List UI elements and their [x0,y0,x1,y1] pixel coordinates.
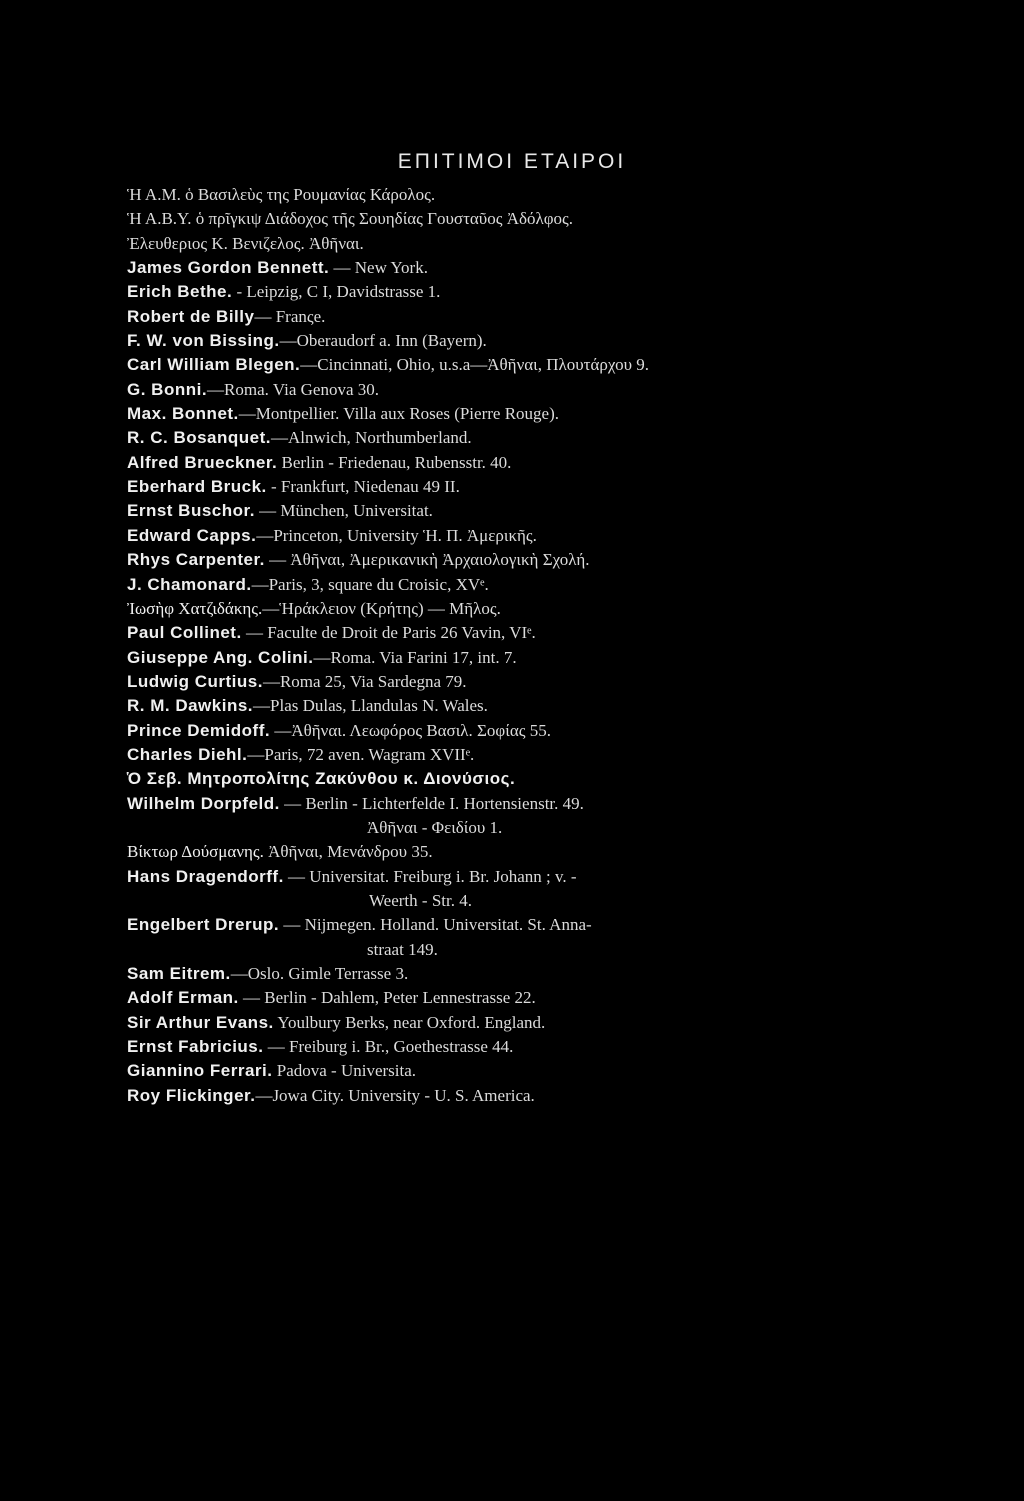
member-name: Ludwig Curtius. [127,671,263,691]
member-name: R. C. Bosanquet. [127,428,272,448]
member-entry [127,353,867,377]
member-address-continued: Weerth - Str. 4. [369,890,472,910]
member-address: - Frankfurt, Niedenau 49 II. [266,477,460,497]
member-entry [127,1035,867,1059]
member-entry [127,1084,867,1108]
member-entry [127,548,867,572]
member-address: Ἡ Α.Μ. ὁ Βασιλεὺς της Ρουμανίας Κάρολος. [127,185,436,204]
member-address: —Roma 25, Via Sardegna 79. [262,671,467,691]
member-name: Βίκτωρ Δούσμανης. [127,842,264,862]
member-name: R. M. Dawkins. [127,696,254,716]
member-name: Alfred Brueckner. [127,452,278,472]
member-address: — München, Universitat. [254,501,433,521]
member-address-continued: straat 149. [367,939,438,959]
member-entry [127,232,867,256]
member-entry [127,670,867,694]
member-name: Giuseppe Ang. Colini. [127,647,314,667]
member-name: Ἰωσὴφ Χατζιδάκης. [127,598,263,618]
member-name: Engelbert Drerup. [127,915,280,935]
member-name: Paul Collinet. [127,623,242,643]
member-entry [127,743,867,767]
member-name: Robert de Billy [127,306,255,326]
member-entry [127,305,867,329]
member-entry [127,378,867,402]
member-entry [127,426,867,450]
member-name: G. Bonni. [127,379,208,399]
member-address: —Paris, 72 aven. Wagram XVIIᵉ. [247,744,475,764]
member-entry [127,475,867,499]
member-address: —Roma. Via Genova 30. [207,379,379,399]
member-name: Sam Eitrem. [127,964,231,983]
member-address: Youlbury Berks, near Oxford. England. [273,1012,546,1032]
member-entry [127,719,867,743]
member-entry [127,524,867,548]
member-address: — New York. [329,258,428,278]
member-entry [127,451,867,475]
member-name: Roy Flickinger. [127,1085,256,1105]
member-name: Adolf Erman. [127,988,239,1008]
member-name: James Gordon Bennett. [127,258,330,278]
member-address: Ἐλευθεριος Κ. Βενιζελος. Ἀθῆναι. [127,233,364,253]
member-address: —Princeton, University Ἡ. Π. Ἀμερικῆς. [256,525,537,545]
member-address: — Berlin - Dahlem, Peter Lennestrasse 22. [238,988,536,1008]
member-address: — Universitat. Freiburg i. Br. Johann ; v. - [283,866,577,886]
member-name: Prince Demidoff. [127,720,271,740]
member-address: — Nijmegen. Holland. Universitat. St. Anna- [279,915,592,935]
member-entry [127,597,867,621]
member-list [127,183,867,1108]
member-address: Ἡ Α.Β.Υ. ὁ πρῖγκιψ Διάδοχος τῆς Σουηδίας Γουσταῦος Ἀδόλφος. [127,209,574,229]
member-entry [127,402,867,426]
member-entry [127,840,867,864]
member-entry [127,280,867,304]
member-entry [127,913,867,962]
page-title: ΕΠΙΤΙΜΟΙ ΕΤΑΙΡΟΙ [397,150,627,173]
member-name: Charles Diehl. [127,744,248,764]
member-address: —Cincinnati, Ohio, u.s.a—Ἀθῆναι, Πλουτάρχου 9. [300,355,649,375]
member-address: —Oslo. Gimle Terrasse 3. [230,964,409,983]
member-address: —Alnwich, Northumberland. [271,428,472,448]
member-entry [127,646,867,670]
member-entry [127,183,867,207]
member-address: — Franςe. [254,306,326,326]
member-entry [127,1059,867,1083]
member-name: Ernst Buschor. [127,501,255,521]
member-name: Erich Bethe. [127,282,233,302]
member-address: —Jowa City. University - U. S. America. [255,1085,535,1105]
member-entry [127,621,867,645]
member-name: Carl William Blegen. [127,355,301,375]
member-name: Hans Dragendorff. [127,866,284,886]
member-entry [127,962,867,986]
member-name: Eberhard Bruck. [127,477,267,497]
member-address: - Leipzig, C I, Davidstrasse 1. [232,282,441,302]
member-address: Ἀθῆναι, Μενάνδρου 35. [263,842,433,862]
member-entry [127,256,867,280]
member-address: —Ἡράκλειον (Κρήτης) — Μῆλος. [262,598,501,618]
member-entry [127,329,867,353]
member-name: Ὁ Σεβ. Μητροπολίτης Ζακύνθου κ. Διονύσιος. [127,769,516,789]
member-address: —Paris, 3, square du Croisic, XVᵉ. [251,574,489,594]
member-entry [127,767,867,791]
member-entry [127,499,867,523]
member-name: Sir Arthur Evans. [127,1012,274,1032]
member-name: Max. Bonnet. [127,404,239,424]
member-address: —Plas Dulas, Llandulas N. Wales. [253,696,488,716]
member-name: Wilhelm Dorpfeld. [127,793,280,813]
member-address: — Freiburg i. Br., Goethestrasse 44. [263,1037,514,1057]
member-address: Berlin - Friedenau, Rubensstr. 40. [277,452,512,472]
member-name: Edward Capps. [127,525,257,545]
member-address: —Roma. Via Farini 17, int. 7. [313,647,517,667]
member-name: Rhys Carpenter. [127,550,265,570]
member-entry [127,207,867,231]
member-address: —Montpellier. Villa aux Roses (Pierre Rouge). [238,404,559,424]
member-address: —Ἀθῆναι. Λεωφόρος Βασιλ. Σοφίας 55. [270,720,551,740]
member-name: F. W. von Bissing. [127,331,280,351]
member-address: — Berlin - Lichterfelde I. Hortensienstr. 49. [279,793,584,813]
member-name: Giannino Ferrari. [127,1061,273,1081]
member-name: J. Chamonard. [127,574,252,594]
member-name: Ernst Fabricius. [127,1037,264,1057]
member-address: —Oberaudorf a. Inn (Bayern). [279,331,487,351]
member-address-continued: Ἀθῆναι - Φειδίου 1. [367,817,503,837]
member-address: Padova - Universita. [272,1061,417,1081]
member-entry [127,792,867,841]
member-address: — Ἀθῆναι, Ἀμερικανικὴ Ἀρχαιολογικὴ Σχολή. [264,550,590,570]
member-entry [127,694,867,718]
member-entry [127,865,867,914]
member-address: — Faculte de Droit de Paris 26 Vavin, VIᵉ. [241,623,536,643]
member-entry [127,1011,867,1035]
member-entry [127,986,867,1010]
member-entry [127,573,867,597]
